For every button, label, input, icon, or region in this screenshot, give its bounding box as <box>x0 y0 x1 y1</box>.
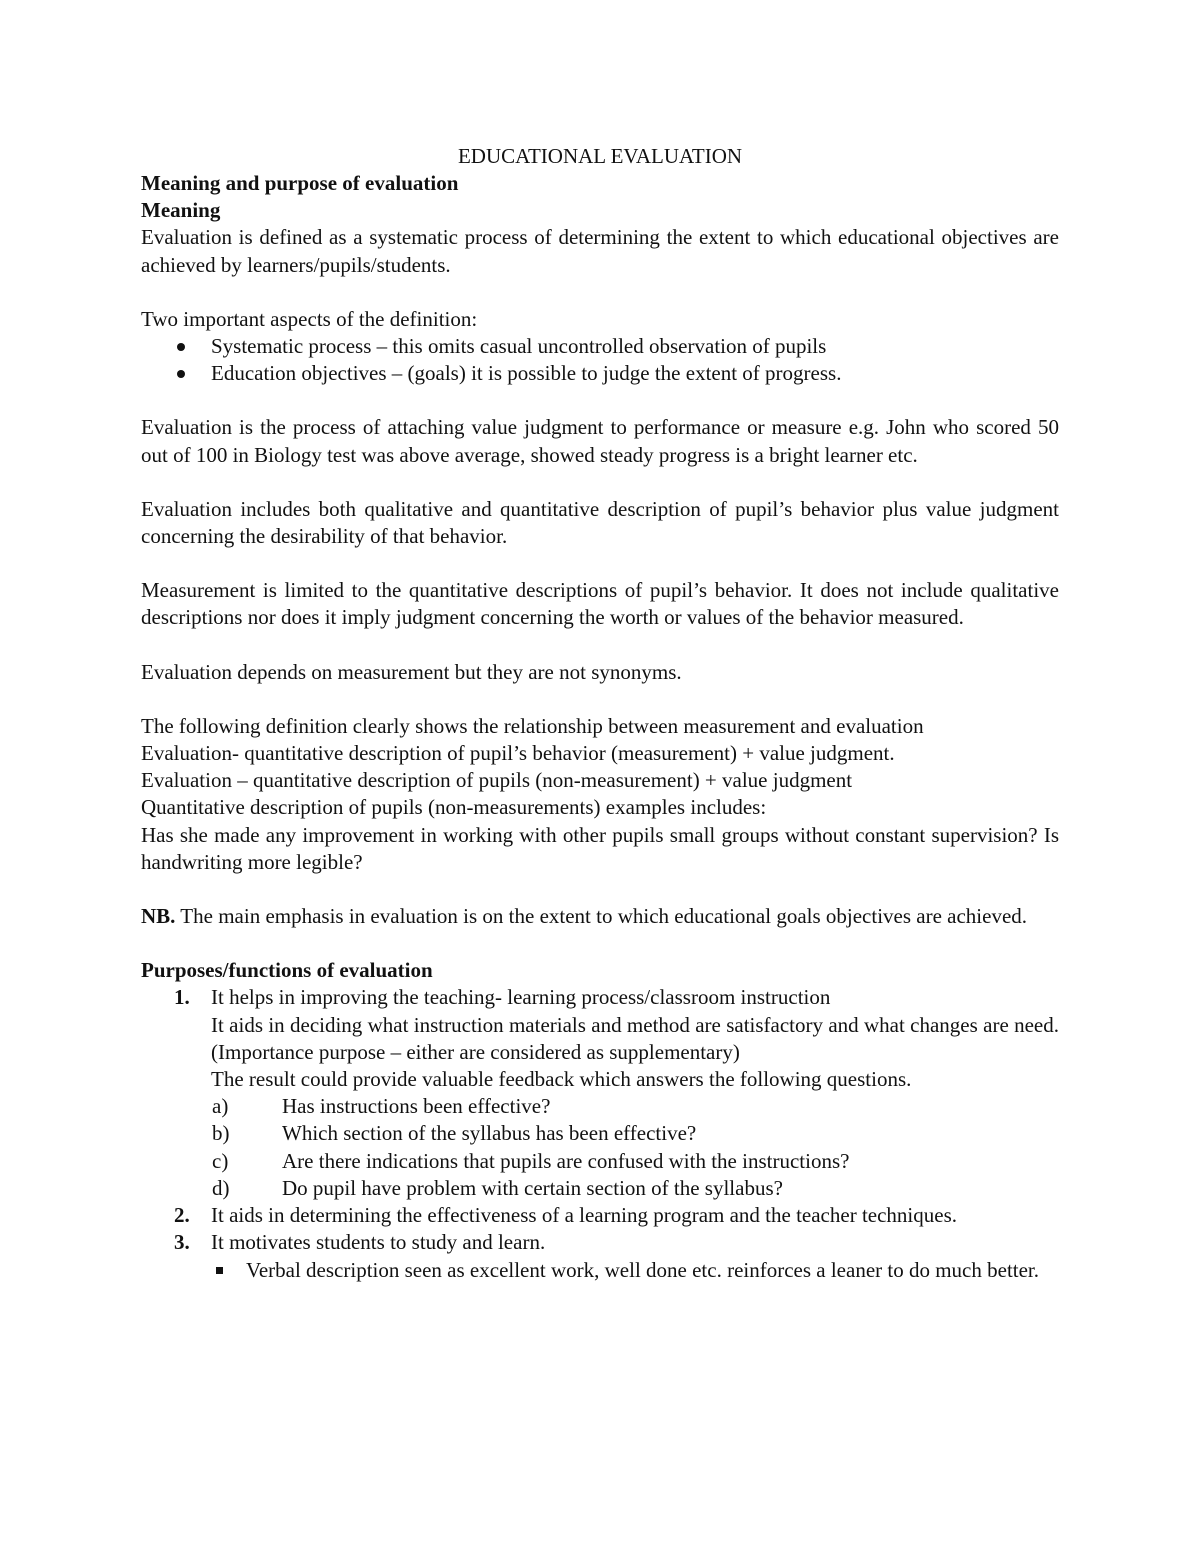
definition-line: Quantitative description of pupils (non-measurements) examples includes: <box>141 795 767 820</box>
list-item: Education objectives – (goals) it is possible to judge the extent of progress. <box>141 360 1059 387</box>
nb-paragraph <box>141 903 1059 930</box>
list-item: Verbal description seen as excellent work, well done etc. reinforces a leaner to do much better. <box>211 1257 1059 1284</box>
purposes-list-continued <box>141 1202 1059 1284</box>
meaning-paragraph: Evaluation is defined as a systematic process of determining the extent to which educational objectives are achieved by learners/pupils/students. <box>141 225 1059 277</box>
qualitative-quantitative-paragraph: Evaluation includes both qualitative and quantitative description of pupil’s behavior plus value judgment concerning the desirability of that behavior. <box>141 496 1059 549</box>
square-bullet-icon <box>216 1267 223 1274</box>
list-item: 2. It aids in determining the effectiveness of a learning program and the teacher techniques. <box>141 1202 1059 1229</box>
list-number: 2. <box>174 1203 190 1228</box>
list-item: d) Do pupil have problem with certain section of the syllabus? <box>212 1175 783 1200</box>
purposes-heading: Purposes/functions of evaluation <box>141 958 433 983</box>
definition-line: Evaluation – quantitative description of pupils (non-measurement) + value judgment <box>141 768 853 793</box>
bullet-icon <box>177 370 185 378</box>
bullet-icon <box>177 343 185 351</box>
list-number: 3. <box>174 1230 190 1255</box>
nb-label: NB. <box>141 904 176 929</box>
document-body <box>141 143 1059 1284</box>
list-item: c) Are there indications that pupils are confused with the instructions? <box>212 1148 850 1173</box>
definition-line: Evaluation- quantitative description of pupil’s behavior (measurement) + value judgment. <box>141 741 895 766</box>
document-title: EDUCATIONAL EVALUATION <box>457 144 743 168</box>
aspects-intro: Two important aspects of the definition: <box>141 306 478 331</box>
motivation-sublist <box>211 1257 1059 1284</box>
definition-line: The following definition clearly shows the relationship between measurement and evaluation <box>141 713 924 738</box>
section-heading-meaning-purpose: Meaning and purpose of evaluation <box>141 171 459 195</box>
list-item: Systematic process – this omits casual uncontrolled observation of pupils <box>141 333 1059 360</box>
definition-question: Has she made any improvement in working with other pupils small groups without constant supervision? Is handwriting more legible? <box>141 822 1059 874</box>
purposes-list <box>141 984 1059 1093</box>
measurement-paragraph: Measurement is limited to the quantitative descriptions of pupil’s behavior. It does not include qualitative descriptions nor does it imply judgment concerning the worth or values of the behavior measured. <box>141 578 1059 630</box>
list-item: b) Which section of the syllabus has been effective? <box>212 1121 697 1146</box>
aspects-list <box>141 333 1059 387</box>
value-judgment-paragraph: Evaluation is the process of attaching value judgment to performance or measure e.g. John who scored 50 out of 100 in Biology test was above average, showed steady progress is a bright learner etc. <box>141 415 1059 467</box>
subheading-meaning: Meaning <box>141 198 221 223</box>
depends-paragraph: Evaluation depends on measurement but they are not synonyms. <box>141 659 682 684</box>
questions-list <box>141 1093 1059 1202</box>
list-item: 3. It motivates students to study and learn. Verbal description seen as excellent work, well done etc. reinforces a leaner to do much better. <box>141 1229 1059 1283</box>
nb-text: The main emphasis in evaluation is on the extent to which educational goals objectives are achieved. <box>175 904 1028 929</box>
list-item: 1. It helps in improving the teaching- learning process/classroom instruction It aids in deciding what instruction materials and method are satisfactory and what changes are need. (Importance purpose – either are considered as supplementary) The result could provide valuable feedback which answers the following questions. <box>174 985 1059 1092</box>
list-item: a) Has instructions been effective? <box>212 1094 551 1119</box>
list-number: 1. <box>174 985 190 1010</box>
